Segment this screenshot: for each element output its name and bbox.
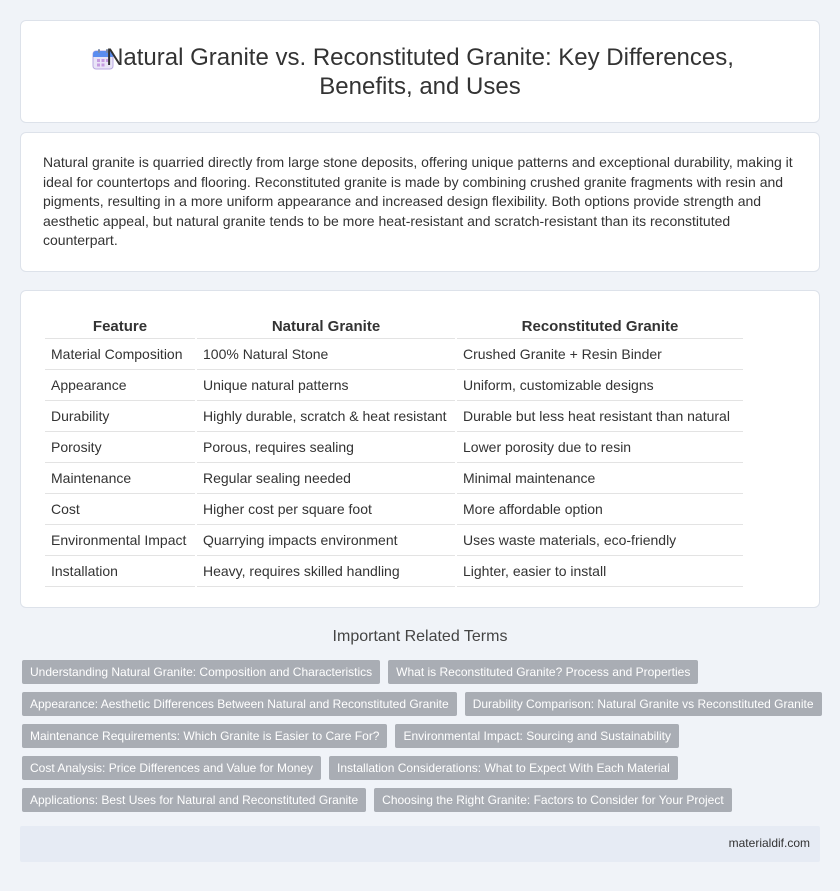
reconstituted-cell: Uniform, customizable designs	[457, 370, 743, 401]
page-title: Natural Granite vs. Reconstituted Granite: Key Differences, Benefits, and Uses	[106, 43, 734, 100]
table-row	[45, 339, 743, 370]
feature-cell: Appearance	[45, 370, 195, 401]
related-term-link[interactable]: Cost Analysis: Price Differences and Value for Money	[22, 756, 321, 780]
related-term-link[interactable]: Installation Considerations: What to Expect With Each Material	[329, 756, 678, 780]
feature-cell: Maintenance	[45, 463, 195, 494]
feature-cell: Porosity	[45, 432, 195, 463]
table-row	[45, 525, 743, 556]
title-card	[20, 20, 820, 123]
tag-row	[22, 724, 822, 748]
related-term-link[interactable]: Applications: Best Uses for Natural and Reconstituted Granite	[22, 788, 366, 812]
feature-cell: Material Composition	[45, 339, 195, 370]
natural-cell: Unique natural patterns	[197, 370, 455, 401]
table-row	[45, 432, 743, 463]
reconstituted-cell: Uses waste materials, eco-friendly	[457, 525, 743, 556]
tag-row	[22, 692, 822, 716]
table-row	[45, 463, 743, 494]
header-reconstituted: Reconstituted Granite	[457, 315, 743, 339]
intro-paragraph: Natural granite is quarried directly from large stone deposits, offering unique patterns and exceptional durability, making it ideal for countertops and flooring. Reconstituted granite is made by combining crushed granite fragments with resin and pigments, resulting in a more uniform appearance and increased design flexibility. Both options provide strength and aesthetic appeal, but natural granite tends to be more heat-resistant and scratch-resistant than its reconstituted counterpart.	[43, 154, 793, 248]
feature-cell: Cost	[45, 494, 195, 525]
natural-cell: 100% Natural Stone	[197, 339, 455, 370]
reconstituted-cell: Lower porosity due to resin	[457, 432, 743, 463]
reconstituted-cell: Lighter, easier to install	[457, 556, 743, 587]
comparison-table	[43, 315, 745, 587]
related-term-link[interactable]: Maintenance Requirements: Which Granite is Easier to Care For?	[22, 724, 387, 748]
natural-cell: Quarrying impacts environment	[197, 525, 455, 556]
related-term-link[interactable]: Understanding Natural Granite: Composition and Characteristics	[22, 660, 380, 684]
intro-card	[20, 132, 820, 272]
related-term-link[interactable]: Choosing the Right Granite: Factors to Consider for Your Project	[374, 788, 732, 812]
feature-cell: Installation	[45, 556, 195, 587]
reconstituted-cell: Durable but less heat resistant than natural	[457, 401, 743, 432]
table-row	[45, 370, 743, 401]
table-row	[45, 401, 743, 432]
reconstituted-cell: More affordable option	[457, 494, 743, 525]
natural-cell: Heavy, requires skilled handling	[197, 556, 455, 587]
natural-cell: Higher cost per square foot	[197, 494, 455, 525]
related-term-link[interactable]: Durability Comparison: Natural Granite vs Reconstituted Granite	[465, 692, 822, 716]
header-natural: Natural Granite	[197, 315, 455, 339]
related-terms-heading: Important Related Terms	[332, 628, 508, 645]
table-header-row	[45, 315, 743, 339]
natural-cell: Highly durable, scratch & heat resistant	[197, 401, 455, 432]
tag-row	[22, 660, 822, 684]
reconstituted-cell: Crushed Granite + Resin Binder	[457, 339, 743, 370]
feature-cell: Durability	[45, 401, 195, 432]
tag-row	[22, 756, 822, 780]
reconstituted-cell: Minimal maintenance	[457, 463, 743, 494]
related-term-link[interactable]: Appearance: Aesthetic Differences Between Natural and Reconstituted Granite	[22, 692, 457, 716]
comparison-card	[20, 290, 820, 608]
natural-cell: Porous, requires sealing	[197, 432, 455, 463]
related-term-link[interactable]: Environmental Impact: Sourcing and Sustainability	[395, 724, 678, 748]
footer-site-link[interactable]: materialdif.com	[728, 836, 810, 850]
related-term-link[interactable]: What is Reconstituted Granite? Process and Properties	[388, 660, 698, 684]
natural-cell: Regular sealing needed	[197, 463, 455, 494]
footer	[20, 826, 820, 862]
table-row	[45, 556, 743, 587]
tag-row	[22, 788, 822, 812]
feature-cell: Environmental Impact	[45, 525, 195, 556]
related-terms-list	[22, 660, 822, 820]
header-feature: Feature	[45, 315, 195, 339]
table-row	[45, 494, 743, 525]
